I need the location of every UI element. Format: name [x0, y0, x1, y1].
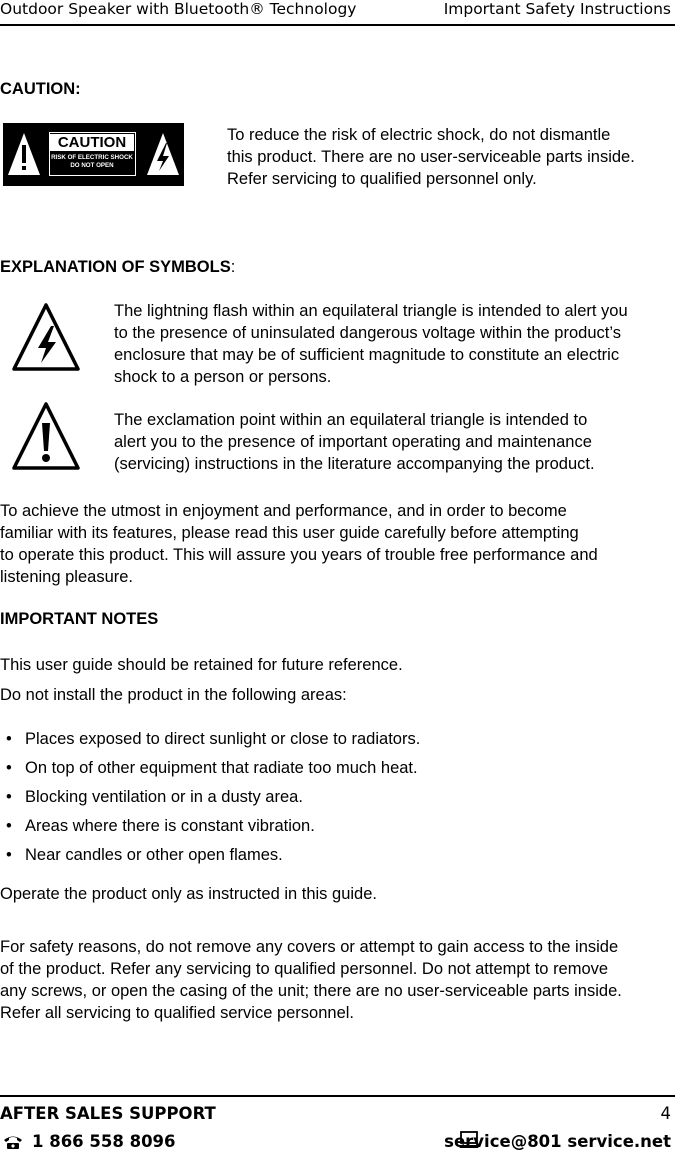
list-item: • On top of other equipment that radiate too much heat.	[6, 759, 418, 777]
after-sales-support: AFTER SALES SUPPORT	[0, 1104, 216, 1123]
footer-rule	[0, 1095, 675, 1097]
lightning-triangle-icon	[145, 131, 181, 177]
list-item: • Near candles or other open flames.	[6, 846, 283, 864]
bullet: •	[6, 788, 12, 806]
list-item: • Blocking ventilation or in a dusty area.	[6, 788, 303, 806]
bullet: •	[6, 817, 12, 835]
phone-icon	[2, 1134, 24, 1150]
lightning-description: The lightning flash within an equilateral triangle is intended to alert you to the presence of uninsulated dangerous voltage within the product’s enclosure that may be of sufficient magnitude to constitute an electric shock to a person or persons.	[114, 302, 628, 386]
caution-label-box	[49, 132, 136, 176]
exclamation-triangle-icon	[6, 131, 42, 177]
caution-label-line2: DO NOT OPEN	[70, 162, 114, 169]
bullet: •	[6, 730, 12, 748]
notes-safety-paragraph: For safety reasons, do not remove any covers or attempt to gain access to the inside of the product. Refer any servicing to qualified personnel. Do not attempt to remove any screws, or open the casing of the unit; there are no user-serviceable parts inside. Refer all servicing to qualified service personnel.	[0, 938, 622, 1022]
bullet: •	[6, 846, 12, 864]
caution-label-title: CAUTION	[50, 134, 134, 151]
intro-paragraph: To achieve the utmost in enjoyment and performance, and in order to become familiar with its features, please read this user guide carefully before attempting to operate this product. This will assure you years of trouble free performance and listening pleasure.	[0, 502, 598, 586]
exclamation-description: The exclamation point within an equilateral triangle is intended to alert you to the presence of important operating and maintenance (servicing) instructions in the literature accompanying the product.	[114, 411, 595, 473]
caution-text: To reduce the risk of electric shock, do not dismantle this product. There are no user-serviceable parts inside. Refer servicing to qualified personnel only.	[227, 126, 635, 188]
support-phone: 1 866 558 8096	[32, 1132, 176, 1151]
notes-install-areas: Do not install the product in the following areas:	[0, 686, 347, 704]
caution-heading: CAUTION:	[0, 80, 81, 98]
list-item: • Areas where there is constant vibration.	[6, 817, 315, 835]
bullet: •	[6, 759, 12, 777]
caution-label	[3, 123, 184, 186]
lightning-symbol-icon	[11, 302, 81, 372]
notes-heading: IMPORTANT NOTES	[0, 610, 159, 628]
notes-retain: This user guide should be retained for future reference.	[0, 656, 403, 674]
list-item: • Places exposed to direct sunlight or close to radiators.	[6, 730, 421, 748]
page-number: 4	[660, 1104, 671, 1123]
notes-operate: Operate the product only as instructed in this guide.	[0, 885, 377, 903]
support-email: service@801 service.net	[444, 1132, 671, 1151]
exclamation-symbol-icon	[11, 401, 81, 471]
header-section: Important Safety Instructions	[443, 0, 671, 18]
header-title: Outdoor Speaker with Bluetooth® Technology	[0, 0, 357, 18]
symbols-heading: EXPLANATION OF SYMBOLS:	[0, 258, 236, 276]
caution-label-line1: RISK OF ELECTRIC SHOCK	[51, 154, 133, 161]
header-rule	[0, 24, 675, 26]
